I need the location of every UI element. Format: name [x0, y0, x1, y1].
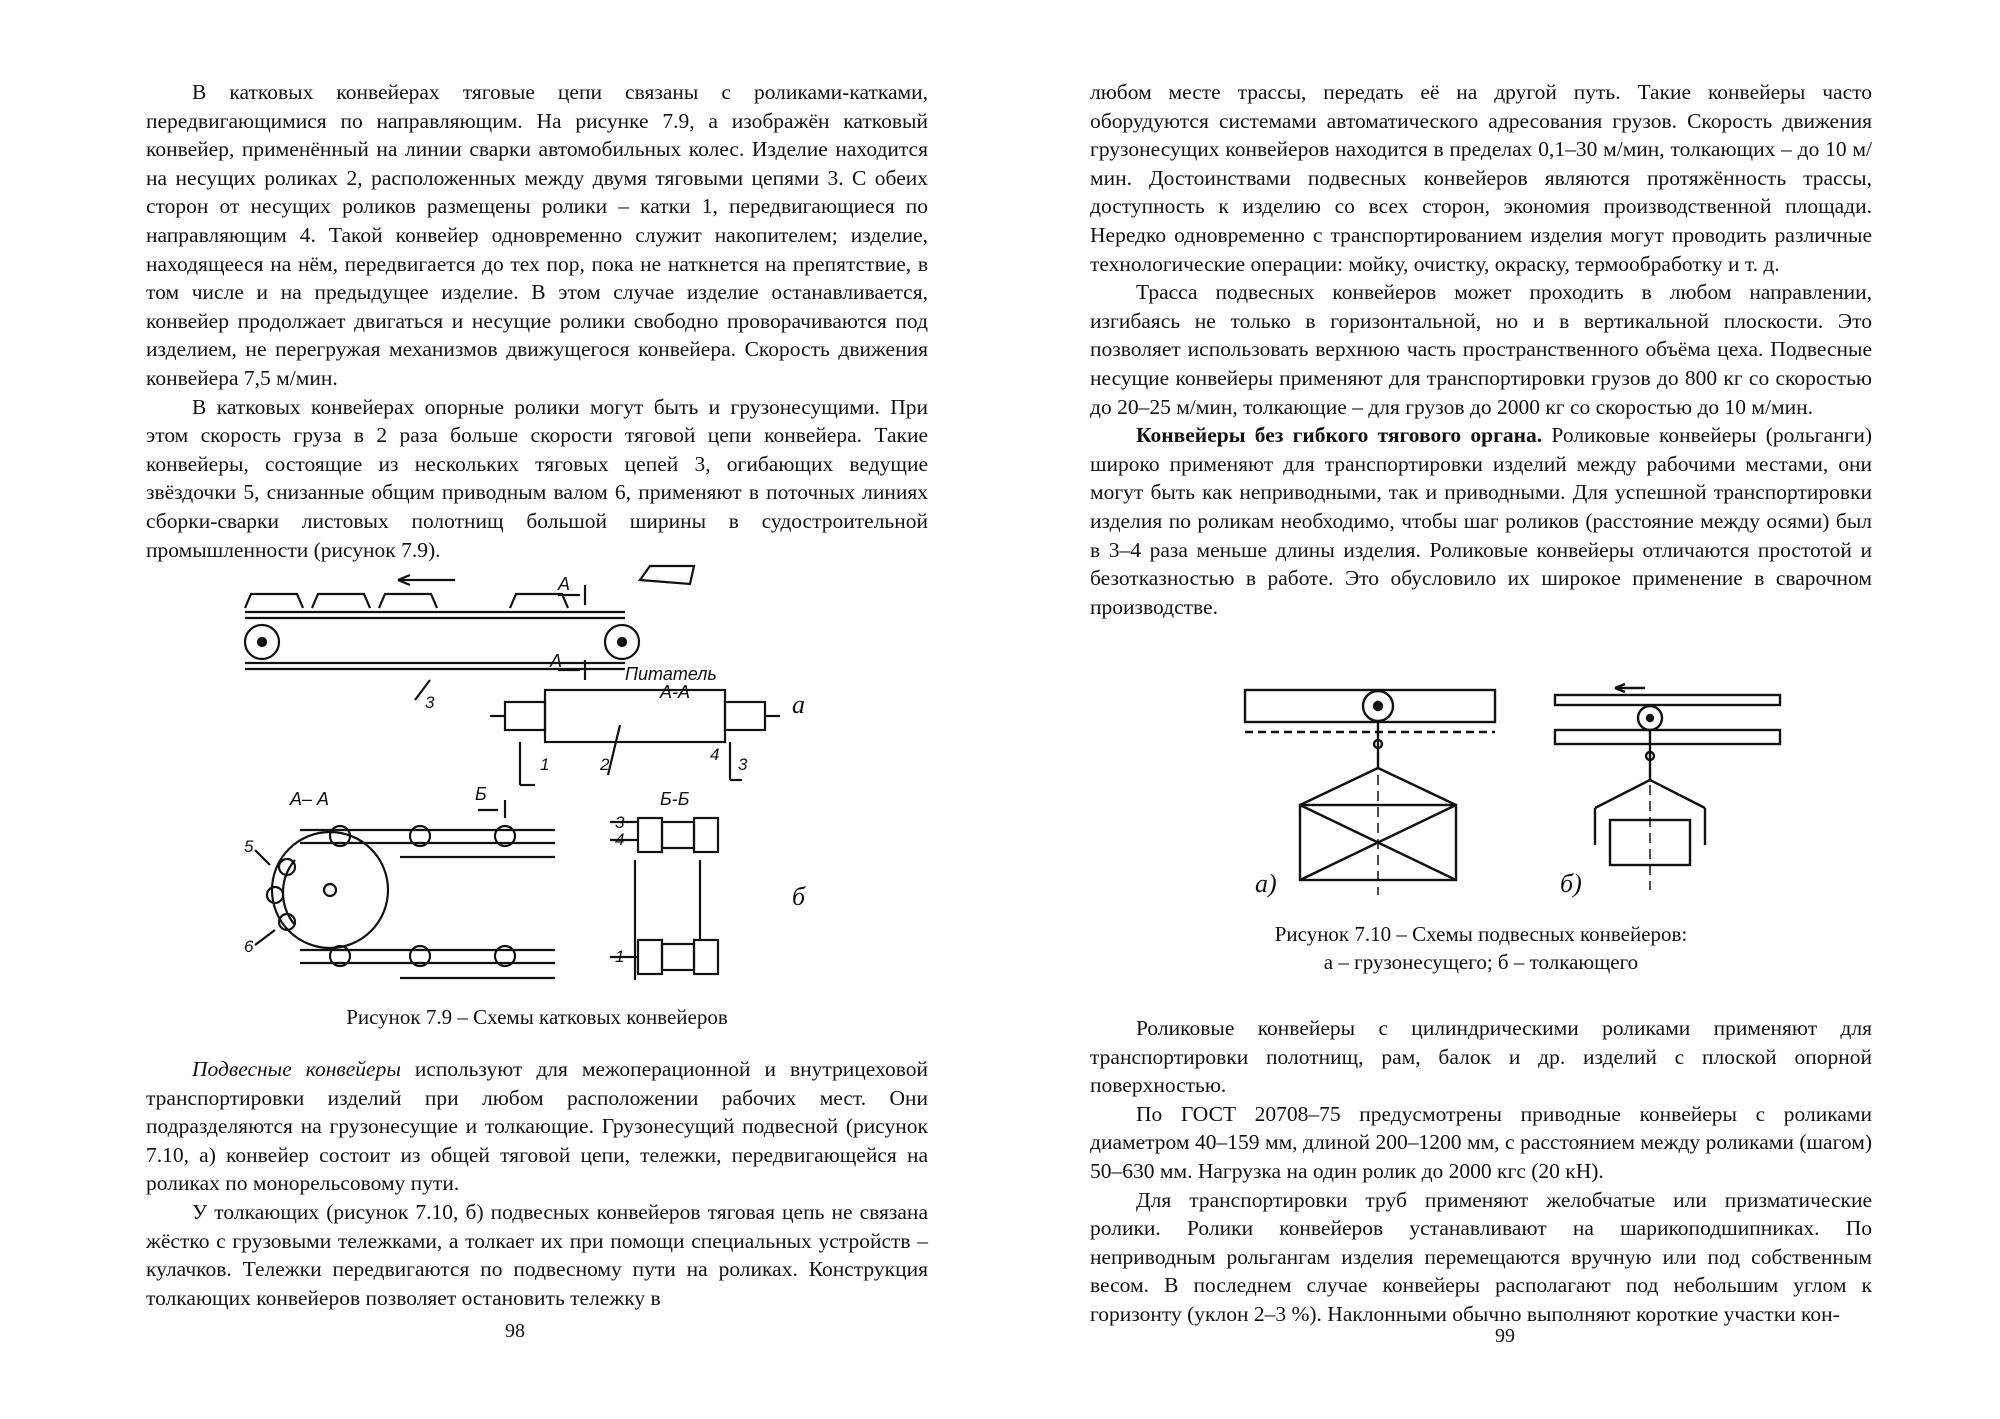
figure-7-9-caption-block: [146, 1003, 928, 1031]
number-3c-label: 3: [425, 693, 435, 712]
fig-part-a-label: а): [1255, 869, 1277, 898]
figure-7-9-caption: Рисунок 7.9 – Схемы катковых конвейеров: [346, 1005, 728, 1029]
page-number: 99: [1495, 1325, 1515, 1347]
number-2-label: 2: [600, 755, 610, 774]
number-1-label: 1: [540, 755, 550, 774]
roller-chain-drawing: [245, 566, 780, 980]
figure-7-10-caption-line2: а – грузонесущего; б – толкающего: [1323, 950, 1639, 974]
marker-b-label: Б: [475, 784, 487, 804]
feeder-label: Питатель: [625, 664, 717, 684]
paragraph: Роликовые конвейеры с цилиндрическими роликами применяют для транспортировки полотнищ, рам, балок и др. изделий с плоской опорной поверхностью.: [1090, 1016, 1872, 1098]
figure-7-10-caption-block: [1090, 920, 1872, 976]
left-text-top: [146, 78, 928, 564]
figure-7-10-caption-line1: Рисунок 7.10 – Схемы подвесных конвейеров:: [1274, 922, 1688, 946]
number-6-label: 6: [244, 937, 254, 956]
number-3-label: 3: [738, 755, 748, 774]
overhead-conveyor-drawing: [1245, 684, 1780, 895]
paragraph: Для транспортировки труб применяют желобчатые или призматические ролики. Ролики конвейеров устанавливают на шарикоподшипниках. По неприводным рольгангам изделия перемещаются вручную или под собственным весом. В последнем случае конвейеры располагают под небольшим углом к горизонту (уклон 2–3 %). Наклонными обычно выполняют короткие участки кон-: [1090, 1187, 1872, 1326]
number-5-label: 5: [244, 837, 254, 856]
right-text-top: [1090, 78, 1872, 621]
right-text-bottom: [1090, 1014, 1872, 1329]
paragraph: Трасса подвесных конвейеров может проходить в любом направлении, изгибаясь не только в горизонтальной, но и в вертикальной плоскости. Это позволяет использовать верхнюю часть пространственного объёма цеха. Подвесные несущие конвейеры применяют для транспортировки грузов до 800 кг со скоростью до 20–25 м/мин, толкающие – для грузов до 2000 кг со скоростью до 10 м/мин.: [1090, 280, 1872, 419]
paragraph: В катковых конвейерах тяговые цепи связаны с роликами-катками, передвигающимися по направляющим. На рисунке 7.9, а изображён катковый конвейер, применённый на линии сварки автомобильных колес. Изделие находится на несущих роликах 2, расположенных между двумя тяговыми цепями 3. С обеих сторон от несущих роликов размещены ролики – катки 1, передвигающиеся по направляющим 4. Такой конвейер одновременно служит накопителем; изделие, находящееся на нём, передвигается до тех пор, пока не наткнется на препятствие, в том числе и на предыдущее изделие. В этом случае изделие останавливается, конвейер продолжает двигаться и несущие ролики свободно проворачиваются под изделием, не перегружая механизмов движущегося конвейера. Скорость движения конвейера 7,5 м/мин.: [146, 80, 928, 390]
paragraph: любом месте трассы, передать её на другой путь. Такие конвейеры часто оборудуются системами автоматического адресования грузов. Скорость движения грузонесущих конвейеров находится в пределах 0,1–30 м/мин, толкающих – до 10 м/мин. Достоинствами подвесных конвейеров являются протяжённость трассы, доступность к изделию со всех сторон, экономия производственной площади. Нередко одновременно с транспортированием изделия могут проводить различные технологические операции: мойку, очистку, окраску, термообработку и т. д.: [1090, 80, 1872, 276]
paragraph: У толкающих (рисунок 7.10, б) подвесных конвейеров тяговая цепь не связана жёстко с грузовыми тележками, а толкает их при помощи специальных устройств – кулачков. Тележки передвигаются по подвесному пути на роликах. Конструкция толкающих конвейеров позволяет остановить тележку в: [146, 1199, 928, 1310]
section-bb-label: Б-Б: [660, 789, 690, 809]
part-a-label: а: [792, 690, 805, 719]
paragraph: Конвейеры без гибкого тягового органа. Роликовые конвейеры (рольганги) широко применяют для транспортировки изделий между рабочими местами, они могут быть как неприводными, так и приводными. Для успешной транспортировки изделия по роликам необходимо, чтобы шаг роликов (расстояние между осями) был в 3–4 раза меньше длины изделия. Роликовые конвейеры отличаются простотой и безотказностью в работе. Это обусловило их широкое применение в сварочном производстве.: [1090, 423, 1872, 619]
figure-7-9: [0, 560, 1000, 1120]
figure-7-10: [1000, 680, 2000, 910]
paragraph: По ГОСТ 20708–75 предусмотрены приводные конвейеры с роликами диаметром 40–159 мм, длиной 200–1200 мм, с расстоянием между роликами (шагом) 50–630 мм. Нагрузка на один ролик до 2000 кгс (20 кН).: [1090, 1101, 1872, 1183]
number-4b-label: 4: [615, 830, 625, 849]
number-1b-label: 1: [615, 947, 625, 966]
number-3b-label: 3: [615, 813, 625, 832]
fig-part-b-label: б): [1560, 869, 1582, 898]
paragraph: Подвесные конвейеры используют для межоперационной и внутрицеховой транспортировки изделий при любом расположении рабочих мест. Они подразделяются на грузонесущие и толкающие. Грузонесущий подвесной (рисунок 7.10, а) конвейер состоит из общей тяговой цепи, тележки, передвигающейся на роликах по монорельсовому пути.: [146, 1057, 928, 1196]
number-4-label: 4: [710, 745, 720, 764]
section-aa-label: А-А: [660, 682, 691, 702]
section-aa2-label: А– А: [290, 789, 330, 809]
section-heading: Конвейеры без гибкого тягового органа.: [1136, 423, 1543, 448]
marker-a-label: А: [558, 574, 571, 594]
paragraph: В катковых конвейерах опорные ролики могут быть и грузонесущими. При этом скорость груза в 2 раза больше скорости тяговой цепи конвейера. Такие конвейеры, состоящие из нескольких тяговых цепей 3, огибающих ведущие звёздочки 5, снизанные общим приводным валом 6, применяют в поточных линиях сборки-сварки листовых полотнищ большой ширины в судостроительной промышленности (рисунок 7.9).: [146, 394, 928, 562]
part-b-label: б: [792, 882, 806, 911]
term-italic: Подвесные конвейеры: [192, 1057, 401, 1081]
page-number: 98: [505, 1320, 525, 1342]
right-page: [1000, 0, 2000, 1419]
left-text-bottom: [146, 1055, 928, 1312]
figure-7-9-labels: [244, 574, 806, 966]
marker-a2-label: А: [550, 651, 563, 671]
